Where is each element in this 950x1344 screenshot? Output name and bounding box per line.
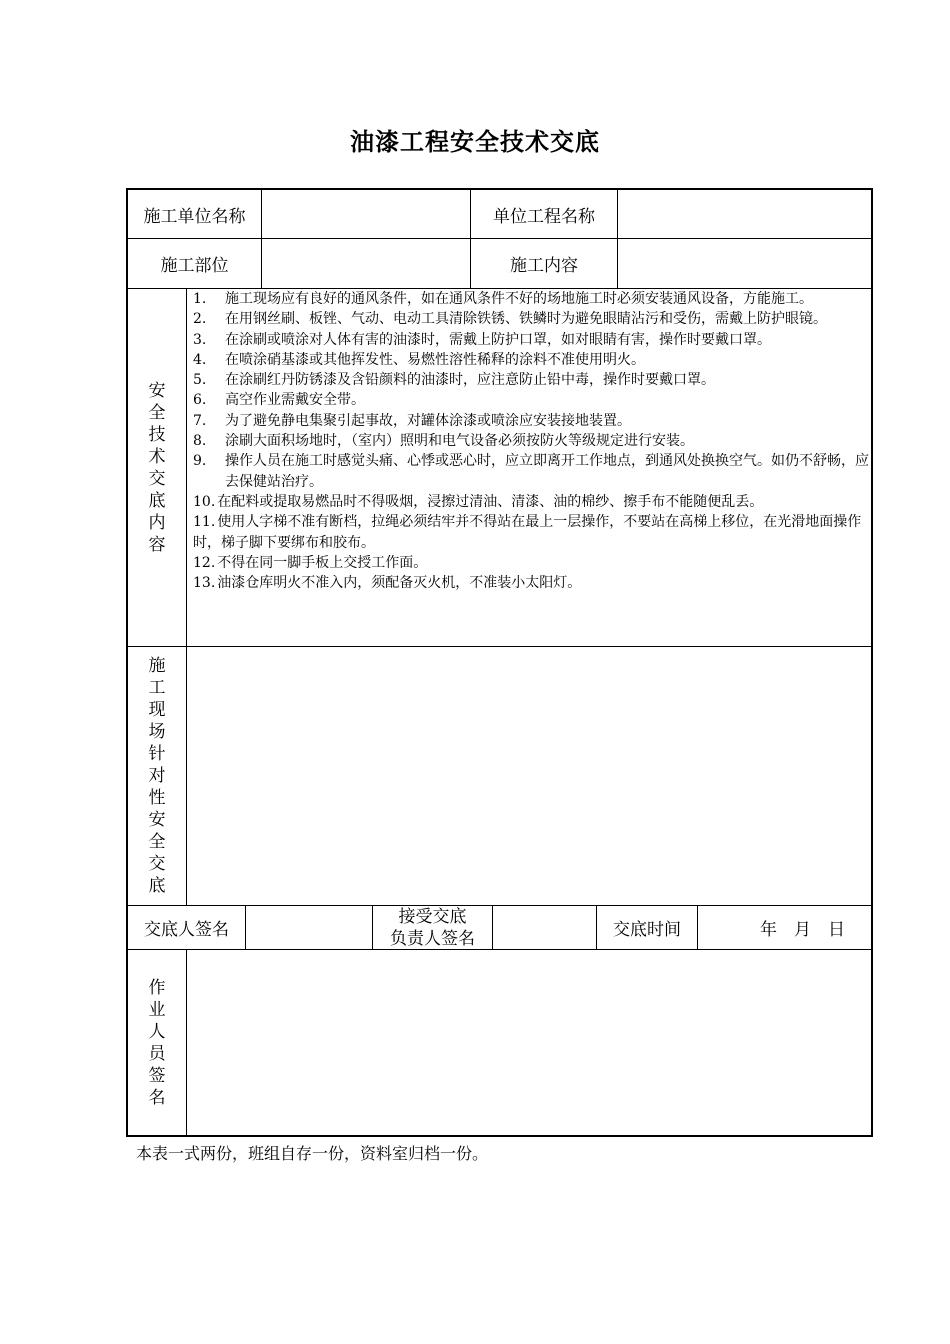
safety-item [190, 289, 870, 309]
label-char: 工 [148, 678, 166, 698]
label-char: 全 [148, 832, 166, 852]
disclosure-time-label: 交底时间 [613, 920, 681, 940]
label-char: 针 [148, 744, 166, 764]
label-char: 交 [148, 468, 166, 489]
label-char: 安 [148, 380, 166, 401]
safety-item-text: 高空作业需戴安全带。 [225, 392, 365, 409]
safety-item-number: 9. [193, 453, 207, 470]
safety-items-list [190, 289, 870, 593]
project-name-label: 单位工程名称 [493, 206, 595, 227]
safety-item [190, 390, 870, 410]
label-char: 性 [148, 788, 166, 808]
unit-name-label: 施工单位名称 [143, 206, 246, 227]
label-char: 交 [148, 854, 166, 874]
safety-item-text: 使用人字梯不准有断档，拉绳必须结牢并不得站在最上一层操作，不要站在高梯上移位，在光滑地面操作时，梯子脚下要绑布和胶布。 [193, 514, 862, 551]
safety-item-text: 在涂刷或喷涂对人体有害的油漆时，需戴上防护口罩，如对眼睛有害，操作时要戴口罩。 [225, 331, 771, 348]
site-safety-field[interactable] [187, 647, 871, 905]
safety-item [190, 431, 870, 451]
safety-item-text: 在配料或提取易燃品时不得吸烟，浸擦过清油、清漆、油的棉纱、擦手布不能随便乱丢。 [217, 493, 764, 510]
project-name-field[interactable] [618, 190, 871, 238]
discloser-signature-field[interactable] [246, 906, 372, 949]
site-safety-label [128, 647, 186, 905]
label-char: 对 [148, 766, 166, 786]
label-char: 人 [148, 1022, 166, 1042]
document-title: 油漆工程安全技术交底 [350, 127, 600, 156]
safety-item-text: 不得在同一脚手板上交授工作面。 [217, 554, 428, 571]
safety-item [190, 492, 870, 512]
safety-item [190, 411, 870, 431]
safety-item-text: 油漆仓库明火不准入内，须配备灭火机，不准装小太阳灯。 [217, 575, 582, 592]
label-char: 员 [148, 1044, 166, 1064]
footer-note: 本表一式两份，班组自存一份，资料室归档一份。 [136, 1144, 489, 1163]
safety-item [190, 309, 870, 329]
discloser-signature-label: 交底人签名 [144, 920, 229, 940]
label-char: 底 [148, 490, 166, 511]
safety-item-text: 涂刷大面积场地时，（室内）照明和电气设备必须按防火等级规定进行安装。 [225, 433, 694, 450]
label-char: 全 [148, 402, 166, 423]
label-char: 签 [148, 1066, 166, 1086]
construction-part-field[interactable] [262, 239, 470, 288]
label-char: 术 [148, 446, 166, 467]
safety-item-text: 在用钢丝刷、板锉、气动、电动工具清除铁锈、铁鳞时为避免眼睛沾污和受伤，需戴上防护眼镜。 [225, 311, 827, 328]
label-char: 名 [148, 1088, 166, 1108]
unit-name-field[interactable] [262, 190, 470, 238]
safety-content-label [128, 289, 186, 646]
safety-item-number: 13. [193, 575, 216, 592]
worker-signature-field[interactable] [187, 950, 871, 1136]
safety-item-number: 3. [193, 331, 207, 348]
construction-part-label: 施工部位 [160, 256, 229, 276]
label-char: 内 [148, 512, 166, 533]
safety-item-number: 5. [193, 372, 207, 389]
safety-item-text: 为了避免静电集聚引起事故，对罐体涂漆或喷涂应安装接地装置。 [225, 412, 631, 429]
receiver-signature-field[interactable] [493, 906, 596, 949]
safety-item [190, 330, 870, 350]
receiver-signature-label [373, 906, 492, 949]
label-char: 底 [148, 876, 166, 896]
label-char: 施 [148, 656, 166, 676]
safety-item [190, 451, 870, 492]
label-char: 业 [148, 1000, 166, 1020]
safety-item [190, 512, 870, 553]
safety-item-number: 7. [193, 412, 207, 429]
worker-signature-label [128, 950, 186, 1136]
label-char: 容 [148, 534, 166, 555]
label-char: 安 [148, 810, 166, 830]
disclosure-time-field[interactable]: 年 月 日 [760, 920, 845, 940]
safety-item-number: 10. [193, 493, 216, 510]
receiver-label-line1: 接受交底 [398, 906, 467, 927]
safety-item [190, 553, 870, 573]
construction-content-label: 施工内容 [510, 256, 578, 276]
safety-item-number: 8. [193, 433, 207, 450]
safety-item-text: 施工现场应有良好的通风条件，如在通风条件不好的场地施工时必须安装通风设备，方能施工。 [225, 291, 813, 307]
receiver-label-line2: 负责人签名 [390, 928, 475, 949]
safety-item [190, 573, 870, 593]
safety-item-number: 2. [193, 311, 207, 328]
construction-content-field[interactable] [618, 239, 871, 288]
safety-item-text: 在喷涂硝基漆或其他挥发性、易燃性溶性稀释的涂料不准使用明火。 [225, 351, 645, 368]
safety-item-number: 1. [193, 291, 207, 307]
safety-item [190, 370, 870, 390]
label-char: 作 [148, 978, 166, 998]
safety-item-number: 6. [193, 392, 207, 409]
safety-item-text: 在涂刷红丹防锈漆及含铅颜料的油漆时，应注意防止铅中毒，操作时要戴口罩。 [225, 372, 715, 389]
label-char: 技 [148, 424, 166, 445]
safety-item-number: 12. [193, 554, 216, 571]
safety-item-number: 11. [193, 514, 216, 531]
label-char: 场 [148, 722, 166, 742]
label-char: 现 [148, 700, 166, 720]
safety-item [190, 350, 870, 370]
safety-item-number: 4. [193, 351, 207, 368]
safety-item-text: 操作人员在施工时感觉头痛、心悸或恶心时，应立即离开工作地点，到通风处换换空气。如仍不舒畅，应去保健站治疗。 [225, 453, 869, 490]
